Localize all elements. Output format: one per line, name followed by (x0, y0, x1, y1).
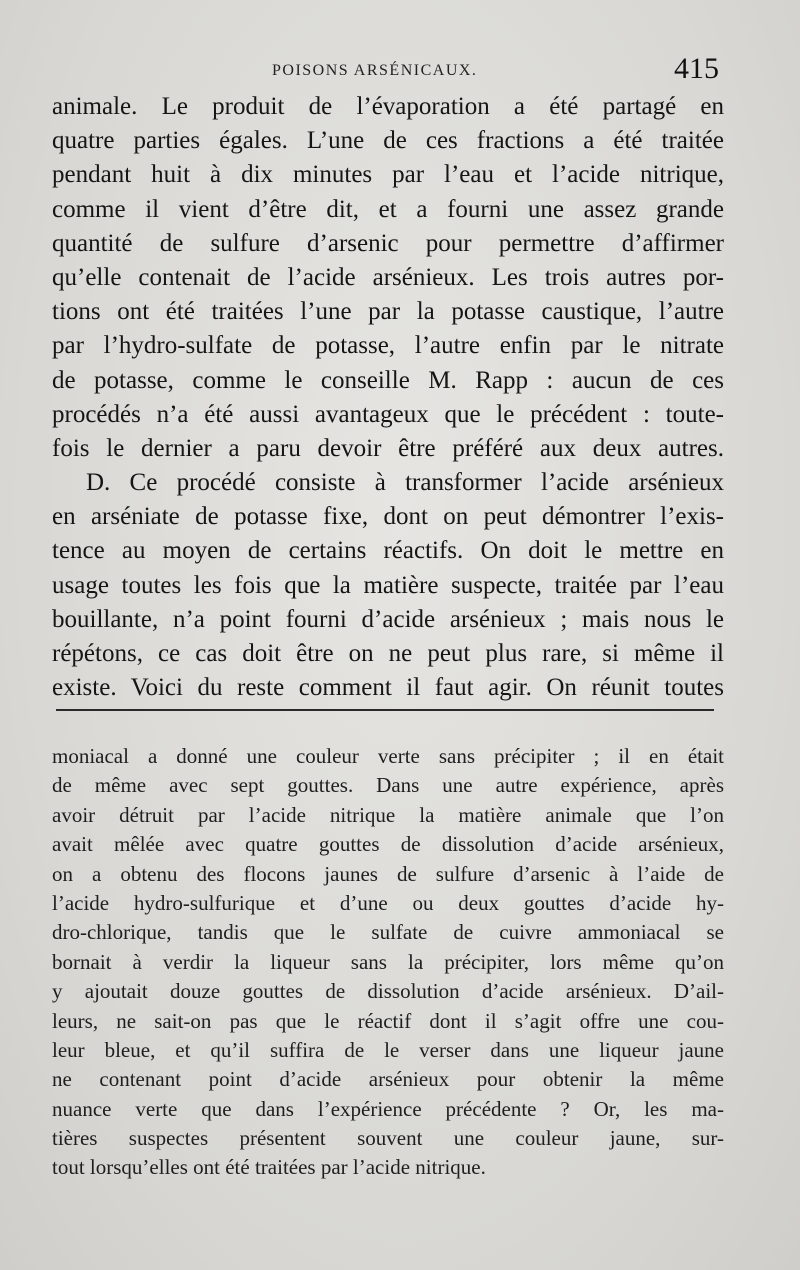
footnote-line: on a obtenu des flocons jaunes de sulfure d’arsenic à l’aide de (52, 861, 724, 886)
text-line: comme il vient d’être dit, et a fourni une assez grande (52, 195, 724, 223)
text-line: procédés n’a été aussi avantageux que le précédent : toute- (52, 400, 724, 428)
text-line: bouillante, n’a point fourni d’acide arsénieux ; mais nous le (52, 605, 724, 633)
footnote-line: avait mêlée avec quatre gouttes de dissolution d’acide arsénieux, (52, 832, 724, 857)
footnote-line: bornait à verdir la liqueur sans la précipiter, lors même qu’on (52, 949, 724, 974)
footnote-line: nuance verte que dans l’expérience précédente ? Or, les ma- (52, 1096, 724, 1121)
footnote-line: dro-chlorique, tandis que le sulfate de cuivre ammoniacal se (52, 920, 724, 945)
text-line: quatre parties égales. L’une de ces fractions a été traitée (52, 127, 724, 155)
footnote-line: ne contenant point d’acide arsénieux pour obtenir la même (52, 1067, 724, 1092)
footnote-line: leur bleue, et qu’il suffira de le verser dans une liqueur jaune (52, 1037, 724, 1062)
main-text (52, 90, 724, 705)
running-head-title: POISONS ARSÉNICAUX. (272, 62, 478, 79)
text-line: animale. Le produit de l’évaporation a été partagé en (52, 93, 724, 120)
text-line: D. Ce procédé consiste à transformer l’acide arsénieux (86, 469, 724, 497)
footnote-line: tières suspectes présentent souvent une couleur jaune, sur- (52, 1126, 724, 1151)
text-line: pendant huit à dix minutes par l’eau et l’acide nitrique, (52, 161, 724, 189)
running-head (0, 52, 800, 94)
text-line: quantité de sulfure d’arsenic pour permettre d’affirmer (52, 229, 724, 257)
footnote-line: de même avec sept gouttes. Dans une autre expérience, après (52, 773, 724, 798)
footnote-line: leurs, ne sait-on pas que le réactif dont il s’agit offre une cou- (52, 1008, 724, 1033)
text-line: usage toutes les fois que la matière suspecte, traitée par l’eau (52, 571, 724, 599)
text-line: fois le dernier a paru devoir être préféré aux deux autres. (52, 434, 724, 462)
text-line: tence au moyen de certains réactifs. On doit le mettre en (52, 537, 724, 565)
footnote-divider (56, 709, 714, 711)
footnote-line: avoir détruit par l’acide nitrique la matière animale que l’on (52, 802, 724, 827)
text-line: qu’elle contenait de l’acide arsénieux. Les trois autres por- (52, 263, 724, 291)
text-line: répétons, ce cas doit être on ne peut plus rare, si même il (52, 640, 724, 667)
text-line: existe. Voici du reste comment il faut agir. On réunit toutes (52, 674, 724, 702)
text-line: de potasse, comme le conseille M. Rapp : aucun de ces (52, 366, 724, 394)
footnote-line: tout lorsqu’elles ont été traitées par l’acide nitrique. (52, 1155, 486, 1180)
footnote-line: moniacal a donné une couleur verte sans précipiter ; il en était (52, 744, 724, 768)
text-line: par l’hydro-sulfate de potasse, l’autre enfin par le nitrate (52, 332, 724, 360)
footnote-line: y ajoutait douze gouttes de dissolution d’acide arsénieux. D’ail- (52, 979, 724, 1004)
footnote (52, 742, 724, 1183)
footnote-line: l’acide hydro-sulfurique et d’une ou deux gouttes d’acide hy- (52, 890, 724, 915)
page-number: 415 (674, 52, 719, 85)
text-line: tions ont été traitées l’une par la potasse caustique, l’autre (52, 298, 724, 326)
text-line: en arséniate de potasse fixe, dont on peut démontrer l’exis- (52, 503, 724, 531)
